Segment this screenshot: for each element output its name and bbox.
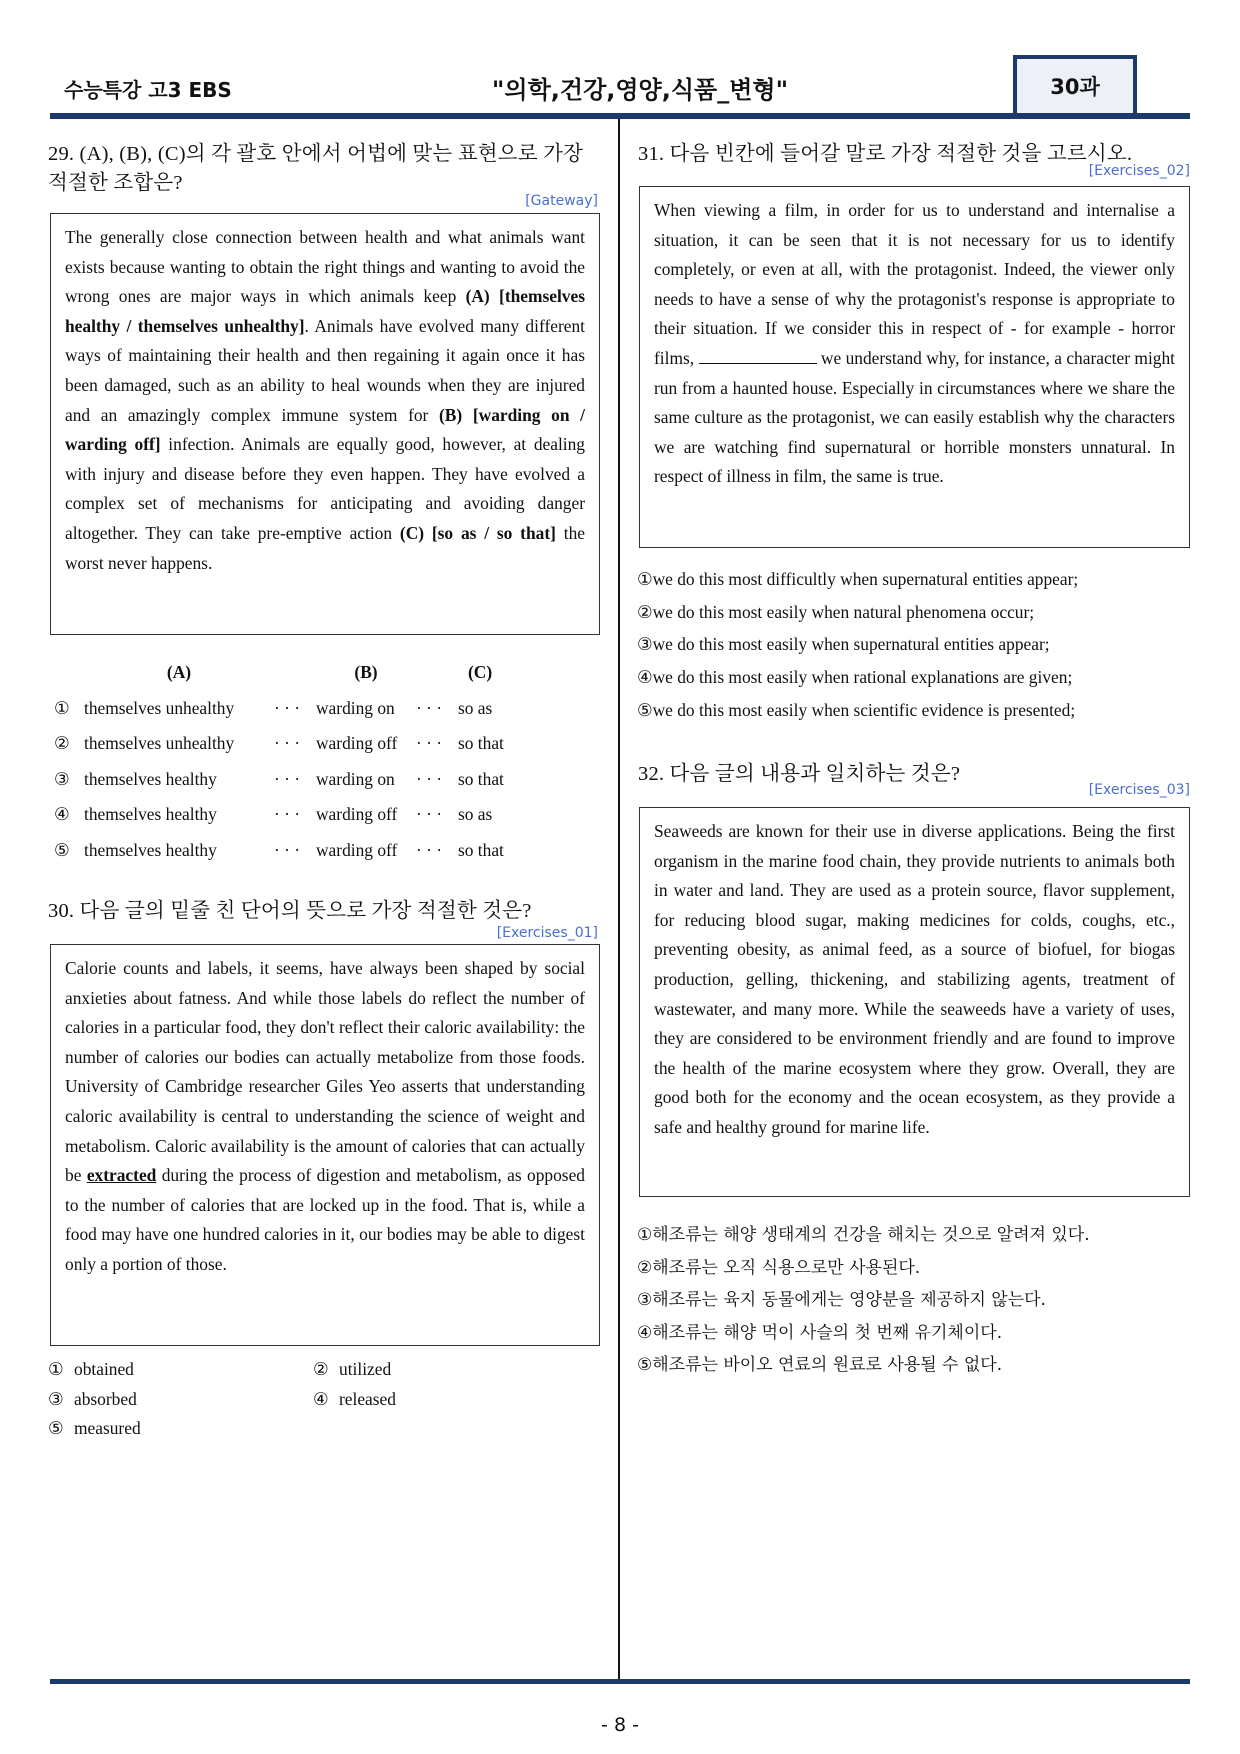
option-text: obtained [74,1359,134,1379]
q31-option[interactable] [637,667,1072,688]
q31-passage-text-2: we understand why, for instance, a character might run from a haunted house. Especially in circumstances where we share the same culture as the protagonist, we can easily establish why the characters we are watching find supernatural or horrible monsters unnatural. In respect of illness in film, the same is true. [654,347,1175,487]
q32-option[interactable] [637,1220,1090,1245]
q29-blank-c: (C) [so as / so that] [399,522,556,543]
lesson-label: 30과 [1050,75,1100,99]
header-book-title: 수능특강 고3 EBS [64,78,232,102]
option-text: released [339,1389,396,1409]
header-unit-title: "의학,건강,영양,식품_변형" [491,76,789,104]
option-number: ① [54,697,70,718]
option-text: we do this most difficultly when supernatural entities appear; [652,569,1079,589]
separator: · · · [274,804,301,825]
option-b: warding off [316,839,398,860]
option-a: themselves healthy [84,804,217,825]
q29-header-c: (C) [468,662,493,683]
option-text: we do this most easily when rational explanations are given; [652,667,1073,687]
q29-title-line1: 29. (A), (B), (C)의 각 괄호 안에서 어법에 맞는 표현으로 가장 [48,143,584,165]
option-number: ② [637,602,653,622]
q29-tag: [Gateway] [525,193,598,209]
option-c: so that [458,733,504,754]
q29-title [48,140,598,198]
q29-blank-b: (B) [warding on / warding off] [65,404,585,455]
option-number: ② [313,1359,329,1379]
option-text: measured [74,1418,141,1438]
separator: · · · [416,733,443,754]
option-text: absorbed [74,1389,137,1409]
option-number: ④ [54,804,70,825]
q29-passage-text-3: infection. Animals are equally good, however, at dealing with injury and disease before they even happen. They have evolved a complex set of mechanisms for anticipating and avoiding danger altogether. They can take pre-emptive action [65,434,586,543]
q30-tag: [Exercises_01] [496,925,598,941]
q31-option[interactable] [637,700,1075,721]
q29-passage-text-4: the worst never happens. [65,522,586,573]
q31-passage [639,186,1190,548]
separator: · · · [274,697,301,718]
option-c: so that [458,839,504,860]
q32-option[interactable] [637,1318,1002,1343]
q32-passage: Seaweeds are known for their use in diverse applications. Being the first organism in the marine food chain, they provide nutrients to animals both in water and land. They are used as a protein source, flavor supplement, for reducing blood sugar, making medicines for colds, coughs, etc., preventing obesity, as animal feed, as a source of biofuel, for biogas production, gelling, thickening, and stabilizing agents, treatment of wastewater, and many more. While the seaweeds have a variety of uses, they are considered to be environment friendly and are found to improve the health of the marine ecosystem where they grow. Overall, they are good both for the economy and the ocean ecosystem, as they provide a safe and healthy ground for marine life. [639,807,1190,1197]
q31-option[interactable] [637,602,1034,623]
q29-passage-text-2: . Animals have evolved many different ways of maintaining their health and then regaining it again once it has been damaged, such as an ability to heal wounds when they are injured and an amazingly complex immune system for [65,315,585,425]
q31-tag: [Exercises_02] [1088,163,1190,179]
q30-underlined-word: extracted [86,1165,157,1186]
separator: · · · [416,697,443,718]
q30-passage [50,944,600,1346]
q29-option[interactable] [54,833,548,869]
q31-option[interactable] [637,634,1050,655]
option-text: we do this most easily when natural phenomena occur; [652,602,1035,622]
q30-option[interactable] [48,1359,134,1380]
option-number: ④ [313,1389,329,1409]
q30-option[interactable] [313,1359,391,1380]
option-b: warding on [316,768,395,789]
q32-option[interactable] [637,1253,920,1278]
q29-option[interactable] [54,797,548,833]
option-c: so as [458,804,493,825]
option-number: ① [637,569,653,589]
option-text: 해조류는 해양 먹이 사슬의 첫 번째 유기체이다. [652,1323,1003,1343]
q29-blank-a: (A) [themselves healthy / themselves unhealthy] [65,286,585,336]
lesson-badge [1013,55,1137,113]
q30-title: 30. 다음 글의 밑줄 친 단어의 뜻으로 가장 적절한 것은? [48,900,532,922]
option-number: ⑤ [48,1418,64,1438]
q32-title: 32. 다음 글의 내용과 일치하는 것은? [638,763,961,785]
q29-passage [50,213,600,635]
q29-header-a: (A) [166,662,192,683]
footer-rule [50,1679,1190,1684]
option-number: ④ [637,667,653,687]
q29-options [54,655,548,868]
option-c: so as [458,697,493,718]
q29-option[interactable] [54,762,548,798]
option-number: ⑤ [637,700,653,720]
option-number: ① [637,1225,653,1245]
option-number: ⑤ [54,839,70,860]
separator: · · · [416,804,443,825]
q30-passage-text-1: Calorie counts and labels, it seems, have always been shaped by social anxieties about fatness. And while those labels do reflect the number of calories in a particular food, they don't reflect their caloric availability: the number of calories our bodies can actually metabolize from those foods. University of Cambridge researcher Giles Yeo asserts that understanding caloric availability is central to understanding the science of weight and metabolism. Caloric availability is the amount of calories that can actually be [65,958,585,1186]
q29-options-header [54,655,548,691]
option-number: ⑤ [637,1355,653,1375]
option-number: ④ [637,1323,653,1343]
separator: · · · [274,839,301,860]
option-number: ③ [637,1290,653,1310]
option-number: ② [637,1258,653,1278]
q30-option[interactable] [313,1389,396,1410]
q31-option[interactable] [637,569,1078,590]
option-number: ③ [48,1389,64,1409]
separator: · · · [274,733,301,754]
q29-header-b: (B) [354,662,378,683]
option-b: warding off [316,733,398,754]
option-b: warding off [316,804,398,825]
q29-passage-text-1: The generally close connection between health and what animals want exists because wanting to obtain the right things and wanting to avoid the wrong ones are major ways in which animals keep [65,227,585,307]
option-text: we do this most easily when scientific evidence is presented; [652,700,1076,720]
q30-passage-text-2: during the process of digestion and metabolism, as opposed to the number of calories that are locked up in the food. That is, while a food may have one hundred calories in it, our bodies may be able to digest only a portion of those. [65,1165,585,1274]
option-a: themselves healthy [84,839,217,860]
q31-passage-text-1: When viewing a film, in order for us to understand and internalise a situation, it can be seen that it is not necessary for us to identify completely, or even at all, with the protagonist. Indeed, the viewer only needs to have a sense of why the protagonist's response is appropriate to their situation. If we consider this in respect of - for example - horror films, [654,200,1175,368]
option-number: ③ [54,768,70,789]
q29-option[interactable] [54,726,548,762]
option-text: 해조류는 바이오 연료의 원료로 사용될 수 없다. [652,1355,1003,1375]
option-a: themselves unhealthy [84,733,235,754]
q32-tag: [Exercises_03] [1088,782,1190,798]
option-text: 해조류는 해양 생태계의 건강을 해치는 것으로 알려져 있다. [652,1225,1090,1245]
option-text: we do this most easily when supernatural entities appear; [652,634,1050,654]
option-number: ① [48,1359,64,1379]
separator: · · · [416,768,443,789]
option-c: so that [458,768,504,789]
option-text: 해조류는 오직 식용으로만 사용된다. [652,1258,921,1278]
page-number: - 8 - [601,1714,639,1736]
q32-option[interactable] [637,1285,1046,1310]
q29-option[interactable] [54,691,548,727]
q29-title-line2: 적절한 조합은? [48,172,183,194]
option-number: ③ [637,634,653,654]
q30-option[interactable] [48,1418,141,1439]
option-text: utilized [339,1359,392,1379]
option-b: warding on [316,697,395,718]
option-a: themselves unhealthy [84,697,235,718]
separator: · · · [416,839,443,860]
option-a: themselves healthy [84,768,217,789]
option-number: ② [54,733,70,754]
q32-option[interactable] [637,1350,1002,1375]
header-rule [50,113,1190,119]
separator: · · · [274,768,301,789]
column-divider [618,119,620,1679]
q30-option[interactable] [48,1389,137,1410]
q31-title: 31. 다음 빈칸에 들어갈 말로 가장 적절한 것을 고르시오. [638,143,1133,165]
q31-blank [699,345,817,364]
option-text: 해조류는 육지 동물에게는 영양분을 제공하지 않는다. [652,1290,1046,1310]
